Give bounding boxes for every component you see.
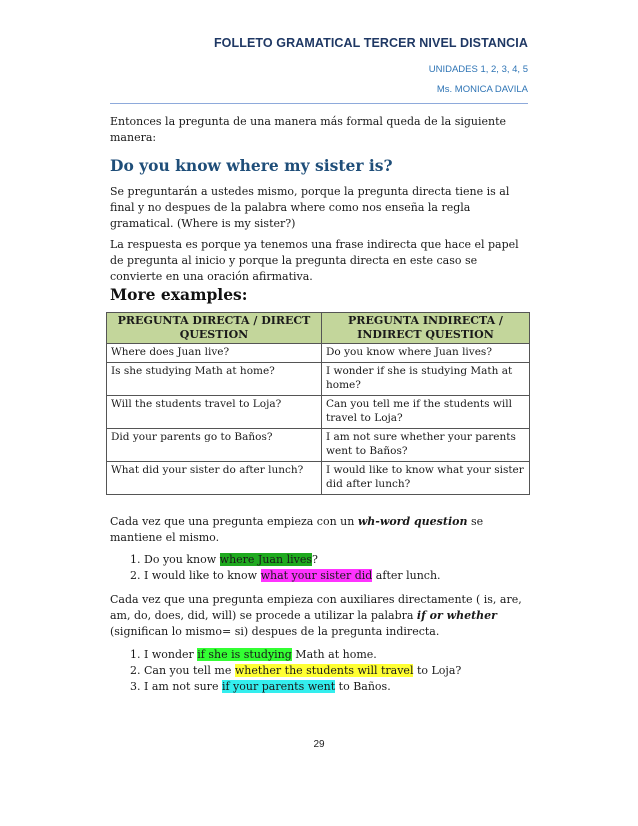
more-examples-heading: More examples: bbox=[110, 285, 248, 304]
highlighted-phrase: if she is studying bbox=[197, 648, 292, 661]
list-item-text: to Loja? bbox=[413, 664, 462, 677]
wh-rule-term: wh-word question bbox=[357, 515, 468, 528]
table-cell: Do you know where Juan lives? bbox=[322, 344, 530, 363]
table-cell: Did your parents go to Baños? bbox=[107, 429, 322, 462]
table-row bbox=[107, 344, 530, 363]
aux-rule-text-end: (significan lo mismo= si) despues de la pregunta indirecta. bbox=[110, 625, 440, 638]
answer-paragraph: La respuesta es porque ya tenemos una frase indirecta que hace el papel de pregunta al inicio y porque la pregunta directa en este caso se convierte en una oración afirmativa. bbox=[110, 238, 519, 283]
list-item bbox=[144, 663, 564, 679]
list-item bbox=[144, 552, 564, 568]
table-cell: Where does Juan live? bbox=[107, 344, 322, 363]
wh-rule-paragraph bbox=[110, 514, 530, 546]
list-item-text: Math at home. bbox=[291, 648, 377, 661]
list-item-text: to Baños. bbox=[335, 680, 391, 693]
header-divider bbox=[110, 103, 528, 104]
table-cell: Can you tell me if the students will travel to Loja? bbox=[322, 396, 530, 429]
list-item-text: Can you tell me bbox=[144, 664, 235, 677]
table-row bbox=[107, 462, 530, 495]
column-header-direct: PREGUNTA DIRECTA / DIRECT QUESTION bbox=[107, 313, 322, 344]
table-cell: I would like to know what your sister did after lunch? bbox=[322, 462, 530, 495]
list-item bbox=[144, 679, 564, 695]
table-cell: I am not sure whether your parents went to Baños? bbox=[322, 429, 530, 462]
page-number: 29 bbox=[313, 739, 325, 750]
example-heading: Do you know where my sister is? bbox=[110, 156, 393, 175]
aux-rule-text-start: Cada vez que una pregunta empieza con auxiliares directamente ( is, are, am, do, does, did, will) se procede a utilizar la palabra bbox=[110, 593, 522, 622]
list-item-text: ? bbox=[311, 553, 318, 566]
table-cell: I wonder if she is studying Math at home? bbox=[322, 363, 530, 396]
list-item bbox=[144, 568, 564, 584]
header-title: FOLLETO GRAMATICAL TERCER NIVEL DISTANCIA bbox=[213, 36, 528, 50]
table-header-row bbox=[107, 313, 530, 344]
table-row bbox=[107, 429, 530, 462]
header-teacher: Ms. MONICA DAVILA bbox=[436, 84, 528, 95]
list-item-text: after lunch. bbox=[372, 569, 441, 582]
table-row bbox=[107, 363, 530, 396]
wh-rule-text-start: Cada vez que una pregunta empieza con un bbox=[110, 515, 358, 528]
header-units: UNIDADES 1, 2, 3, 4, 5 bbox=[428, 64, 528, 75]
list-item-text: Do you know bbox=[144, 553, 220, 566]
table-cell: Will the students travel to Loja? bbox=[107, 396, 322, 429]
explanation-paragraph: Se preguntarán a ustedes mismo, porque la pregunta directa tiene is al final y no despues de la palabra where como nos enseña la regla gramatical. (Where is my sister?) bbox=[110, 185, 510, 230]
highlighted-phrase: whether the students will travel bbox=[234, 664, 414, 677]
list-item-text: I am not sure bbox=[144, 680, 222, 693]
list-item-text: I would like to know bbox=[144, 569, 261, 582]
table-row bbox=[107, 396, 530, 429]
column-header-indirect: PREGUNTA INDIRECTA / INDIRECT QUESTION bbox=[322, 313, 530, 344]
wh-examples-list bbox=[110, 552, 564, 584]
intro-paragraph: Entonces la pregunta de una manera más formal queda de la siguiente manera: bbox=[110, 115, 507, 144]
highlighted-phrase: if your parents went bbox=[221, 680, 336, 693]
table-cell: What did your sister do after lunch? bbox=[107, 462, 322, 495]
examples-table bbox=[106, 312, 530, 495]
highlighted-phrase: what your sister did bbox=[260, 569, 373, 582]
list-item bbox=[144, 647, 564, 663]
aux-rule-term: if or whether bbox=[416, 609, 497, 622]
list-item-text: I wonder bbox=[144, 648, 198, 661]
highlighted-phrase: where Juan lives bbox=[219, 553, 312, 566]
wh-rule-text-end: se mantiene el mismo. bbox=[110, 515, 484, 544]
auxiliary-examples-list bbox=[110, 647, 564, 695]
table-cell: Is she studying Math at home? bbox=[107, 363, 322, 396]
auxiliary-rule-paragraph bbox=[110, 592, 530, 640]
